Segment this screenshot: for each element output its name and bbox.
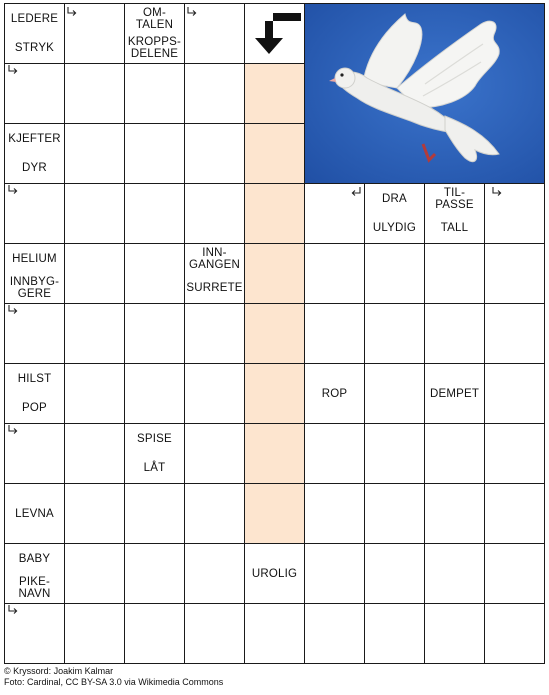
- answer-cell[interactable]: [364, 303, 425, 364]
- answer-cell[interactable]: [184, 423, 245, 484]
- answer-cell[interactable]: [484, 483, 545, 544]
- answer-cell[interactable]: [184, 543, 245, 604]
- arrow-down-right-icon: [186, 6, 198, 18]
- arrow-down-right-icon: [7, 64, 19, 76]
- answer-cell[interactable]: [64, 243, 125, 304]
- clue-ledere: LEDERE: [4, 3, 65, 34]
- answer-cell[interactable]: [64, 303, 125, 364]
- arrow-down-right-icon: [7, 184, 19, 196]
- answer-cell[interactable]: [64, 603, 125, 664]
- answer-cell[interactable]: [184, 363, 245, 424]
- answer-cell[interactable]: [184, 603, 245, 664]
- answer-cell[interactable]: [184, 483, 245, 544]
- clue-ulydig: ULYDIG: [364, 213, 425, 244]
- photo-credit: Foto: Cardinal, CC BY-SA 3.0 via Wikimedia Commons: [4, 676, 224, 687]
- answer-cell[interactable]: [484, 303, 545, 364]
- credits: [4, 666, 223, 687]
- answer-cell[interactable]: [124, 483, 185, 544]
- answer-cell[interactable]: [364, 423, 425, 484]
- answer-cell[interactable]: [424, 483, 485, 544]
- start-arrow-cell: [244, 3, 305, 64]
- answer-cell[interactable]: [424, 603, 485, 664]
- answer-cell[interactable]: [424, 423, 485, 484]
- arrow-down-right-icon: [7, 604, 19, 616]
- answer-cell[interactable]: [424, 243, 485, 304]
- clue-helium: HELIUM: [4, 243, 65, 274]
- clue-hilst: HILST: [4, 363, 65, 394]
- clue-tilpasse: TIL- PASSE: [424, 183, 485, 214]
- answer-cell[interactable]: [64, 543, 125, 604]
- clue-omtalen: OM- TALEN: [124, 3, 185, 34]
- clue-innbyggere: INNBYG- GERE: [4, 273, 65, 304]
- clue-dempet: DEMPET: [424, 363, 485, 424]
- answer-cell[interactable]: [484, 543, 545, 604]
- answer-cell[interactable]: [64, 123, 125, 184]
- answer-cell[interactable]: [64, 483, 125, 544]
- clue-urolig: UROLIG: [244, 543, 305, 604]
- answer-cell[interactable]: [124, 63, 185, 124]
- answer-cell[interactable]: [364, 543, 425, 604]
- arrow-down-right-icon: [7, 424, 19, 436]
- answer-cell[interactable]: [364, 483, 425, 544]
- answer-cell[interactable]: [64, 183, 125, 244]
- clue-dyr: DYR: [4, 153, 65, 184]
- answer-cell[interactable]: [304, 423, 365, 484]
- arrow-down-right-icon: [66, 6, 78, 18]
- answer-cell[interactable]: [304, 483, 365, 544]
- arrow-down-right-icon: [350, 186, 362, 198]
- answer-cell[interactable]: [304, 603, 365, 664]
- clue-pop: POP: [4, 393, 65, 424]
- answer-cell[interactable]: [124, 363, 185, 424]
- answer-cell[interactable]: [304, 243, 365, 304]
- clue-rop: ROP: [304, 363, 365, 424]
- answer-cell[interactable]: [124, 303, 185, 364]
- answer-cell[interactable]: [184, 183, 245, 244]
- answer-cell[interactable]: [184, 303, 245, 364]
- arrow-down-right-icon: [491, 186, 503, 198]
- clue-tall: TALL: [424, 213, 485, 244]
- answer-cell[interactable]: [424, 303, 485, 364]
- answer-cell[interactable]: [484, 243, 545, 304]
- clue-dra: DRA: [364, 183, 425, 214]
- crossword-grid: [4, 3, 545, 664]
- answer-cell[interactable]: [124, 543, 185, 604]
- answer-cell[interactable]: [364, 603, 425, 664]
- answer-cell[interactable]: [64, 63, 125, 124]
- answer-cell[interactable]: [304, 543, 365, 604]
- answer-cell[interactable]: [124, 123, 185, 184]
- answer-cell[interactable]: [484, 363, 545, 424]
- answer-cell[interactable]: [124, 603, 185, 664]
- answer-cell[interactable]: [244, 423, 305, 484]
- dove-photo: [304, 3, 545, 184]
- clue-pikenavn: PIKE- NAVN: [4, 573, 65, 604]
- answer-cell[interactable]: [184, 123, 245, 184]
- answer-cell[interactable]: [244, 123, 305, 184]
- answer-cell[interactable]: [244, 363, 305, 424]
- clue-inngangen: INN- GANGEN: [184, 243, 245, 274]
- answer-cell[interactable]: [304, 303, 365, 364]
- answer-cell[interactable]: [124, 243, 185, 304]
- answer-cell[interactable]: [424, 543, 485, 604]
- answer-cell[interactable]: [244, 183, 305, 244]
- clue-spise: SPISE: [124, 423, 185, 454]
- clue-kroppsdelene: KROPPS- DELENE: [124, 33, 185, 64]
- clue-levna: LEVNA: [4, 483, 65, 544]
- answer-cell[interactable]: [244, 63, 305, 124]
- puzzle-credit: © Kryssord: Joakim Kalmar: [4, 666, 114, 676]
- answer-cell[interactable]: [364, 243, 425, 304]
- dove-image: [305, 4, 545, 184]
- answer-cell[interactable]: [484, 423, 545, 484]
- answer-cell[interactable]: [124, 183, 185, 244]
- arrow-down-right-icon: [7, 304, 19, 316]
- answer-cell[interactable]: [244, 603, 305, 664]
- answer-cell[interactable]: [484, 603, 545, 664]
- answer-cell[interactable]: [184, 63, 245, 124]
- answer-cell[interactable]: [64, 363, 125, 424]
- answer-cell[interactable]: [244, 483, 305, 544]
- bent-left-down-arrow-icon: [245, 4, 305, 64]
- clue-stryk: STRYK: [4, 33, 65, 64]
- answer-cell[interactable]: [244, 303, 305, 364]
- clue-kjefter: KJEFTER: [4, 123, 65, 154]
- answer-cell[interactable]: [244, 243, 305, 304]
- clue-baby: BABY: [4, 543, 65, 574]
- answer-cell[interactable]: [64, 423, 125, 484]
- clue-surrete: SURRETE: [184, 273, 245, 304]
- clue-laat: LÅT: [124, 453, 185, 484]
- answer-cell[interactable]: [364, 363, 425, 424]
